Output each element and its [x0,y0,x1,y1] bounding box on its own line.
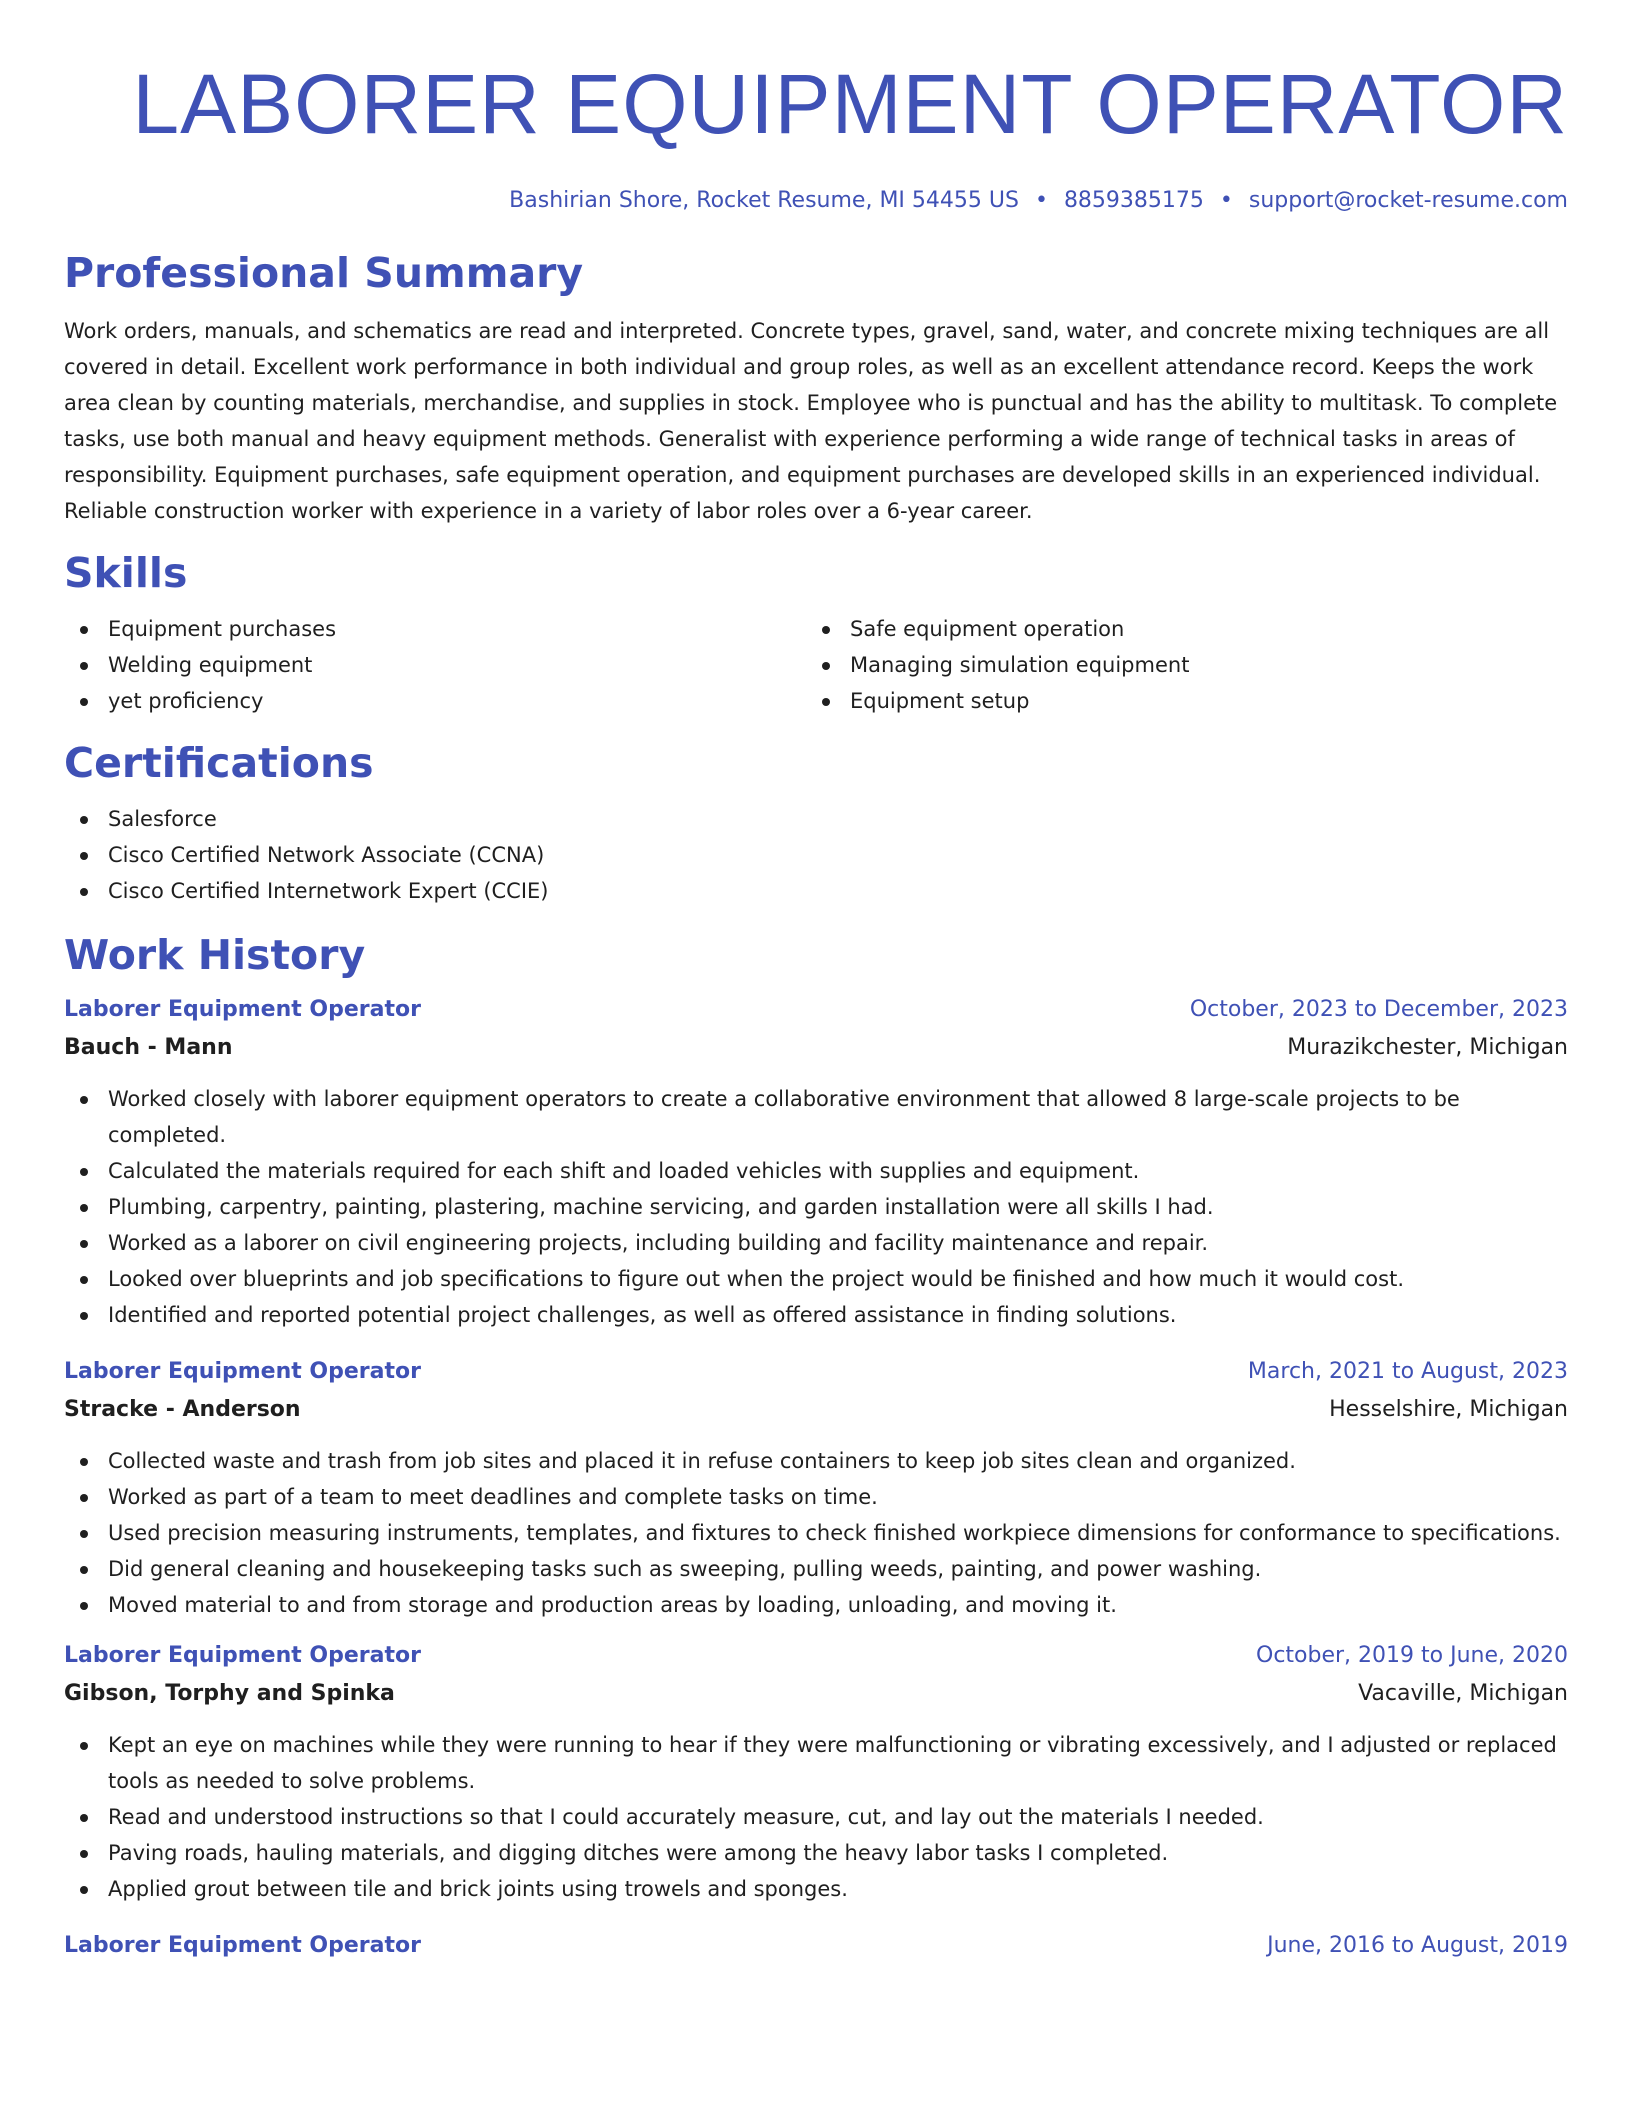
email-link[interactable]: support@rocket-resume.com [1248,188,1568,213]
job-title: Laborer Equipment Operator [64,997,421,1022]
skill-item: Equipment setup [806,683,1548,719]
job-subheader [64,1029,1568,1067]
job-bullet: Moved material to and from storage and production areas by loading, unloading, and moving it. [64,1587,1568,1623]
phone: 8859385175 [1063,188,1204,213]
job-location: Hesselshire, Michigan [1329,1397,1568,1422]
separator: • [1219,188,1233,213]
job-bullets [64,1727,1568,1907]
resume-page [64,0,1568,1965]
address: Bashirian Shore, Rocket Resume, MI 54455 US [509,188,1019,213]
job-bullet: Identified and reported potential project challenges, as well as offered assistance in finding solutions. [64,1297,1568,1333]
job-dates: June, 2016 to August, 2019 [1267,1933,1568,1958]
job-location: Vacaville, Michigan [1358,1681,1568,1706]
job-bullet: Calculated the materials required for each shift and loaded vehicles with supplies and equipment. [64,1153,1568,1189]
job-location: Murazikchester, Michigan [1287,1035,1568,1060]
job-entry [64,1637,1568,1907]
summary-text: Work orders, manuals, and schematics are read and interpreted. Concrete types, gravel, sand, water, and concrete mixing techniques are all covered in detail. Excellent work performance in both individual and group roles, as well as an excellent attendance record. Keeps the work area clean by counting materials, merchandise, and supplies in stock. Employee who is punctual and has the ability to multitask. To complete tasks, use both manual and heavy equipment methods. Generalist with experience performing a wide range of technical tasks in areas of responsibility. Equipment purchases, safe equipment operation, and equipment purchases are developed skills in an experienced individual. Reliable construction worker with experience in a variety of labor roles over a 6-year career. [64,319,1558,523]
certification-item: Cisco Certified Internetwork Expert (CCIE) [64,873,1568,909]
job-dates: March, 2021 to August, 2023 [1247,1359,1568,1384]
job-subheader [64,1391,1568,1429]
job-title: Laborer Equipment Operator [64,1643,421,1668]
contact-line [64,188,1568,213]
job-bullets [64,1443,1568,1623]
section-heading-skills: Skills [64,549,188,597]
skill-item: yet proficiency [64,683,806,719]
job-header [64,1353,1568,1391]
separator: • [1034,188,1048,213]
skills-column-right [806,611,1548,719]
job-bullet: Worked closely with laborer equipment operators to create a collaborative environment that allowed 8 large-scale projects to be completed. [64,1081,1568,1153]
skill-item: Welding equipment [64,647,806,683]
section-heading-certifications: Certifications [64,739,374,787]
job-header [64,1637,1568,1675]
skill-item: Equipment purchases [64,611,806,647]
skill-item: Managing simulation equipment [806,647,1548,683]
job-header [64,1927,1568,1965]
job-company: Gibson, Torphy and Spinka [64,1681,395,1706]
job-entry [64,991,1568,1333]
job-entry [64,1927,1568,1965]
job-dates: October, 2019 to June, 2020 [1256,1643,1568,1668]
job-bullet: Kept an eye on machines while they were running to hear if they were malfunctioning or vibrating excessively, and I adjusted or replaced tools as needed to solve problems. [64,1727,1568,1799]
certifications-list [64,801,1568,909]
skills-list [64,611,1568,719]
job-bullet: Did general cleaning and housekeeping tasks such as sweeping, pulling weeds, painting, and power washing. [64,1551,1568,1587]
certification-item: Cisco Certified Network Associate (CCNA) [64,837,1568,873]
job-bullet: Used precision measuring instruments, templates, and fixtures to check finished workpiece dimensions for conformance to specifications. [64,1515,1568,1551]
job-dates: October, 2023 to December, 2023 [1189,997,1568,1022]
job-bullet: Worked as a laborer on civil engineering projects, including building and facility maintenance and repair. [64,1225,1568,1261]
job-bullet: Read and understood instructions so that I could accurately measure, cut, and lay out the materials I needed. [64,1799,1568,1835]
job-entry [64,1353,1568,1623]
job-bullet: Applied grout between tile and brick joints using trowels and sponges. [64,1871,1568,1907]
job-bullets [64,1081,1568,1333]
job-bullet: Collected waste and trash from job sites and placed it in refuse containers to keep job sites clean and organized. [64,1443,1568,1479]
section-heading-work-history: Work History [64,931,366,979]
skill-item: Safe equipment operation [806,611,1548,647]
job-company: Stracke - Anderson [64,1397,301,1422]
job-bullet: Plumbing, carpentry, painting, plastering, machine servicing, and garden installation were all skills I had. [64,1189,1568,1225]
job-company: Bauch - Mann [64,1035,233,1060]
candidate-name: LABORER EQUIPMENT OPERATOR [132,57,1568,151]
job-title: Laborer Equipment Operator [64,1359,421,1384]
skills-column-left [64,611,806,719]
job-title: Laborer Equipment Operator [64,1933,421,1958]
job-bullet: Worked as part of a team to meet deadlines and complete tasks on time. [64,1479,1568,1515]
section-heading-summary: Professional Summary [64,249,584,297]
job-bullet: Paving roads, hauling materials, and digging ditches were among the heavy labor tasks I completed. [64,1835,1568,1871]
certification-item: Salesforce [64,801,1568,837]
job-subheader [64,1675,1568,1713]
job-bullet: Looked over blueprints and job specifications to figure out when the project would be finished and how much it would cost. [64,1261,1568,1297]
job-header [64,991,1568,1029]
